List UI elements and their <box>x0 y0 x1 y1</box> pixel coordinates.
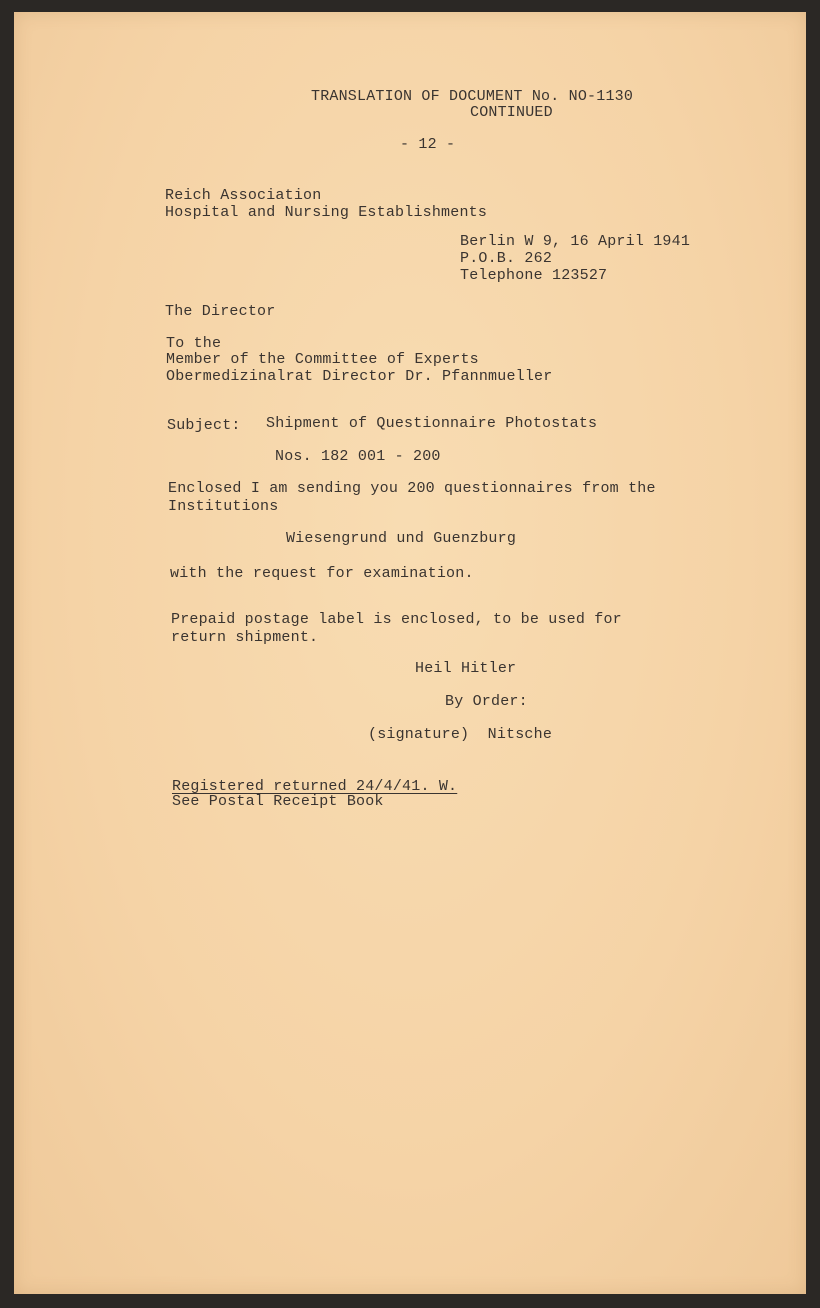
document-subtitle: CONTINUED <box>470 104 553 121</box>
addressee-line-3: Obermedizinalrat Director Dr. Pfannmueller <box>166 368 553 385</box>
sender-line-2: Hospital and Nursing Establishments <box>165 204 488 221</box>
closing-signature: (signature) Nitsche <box>368 726 553 743</box>
place-date: Berlin W 9, 16 April 1941 <box>460 233 691 250</box>
sender-line-1: Reich Association <box>165 187 322 204</box>
body-paragraph-1-line-1: Enclosed I am sending you 200 questionnaires from the <box>168 480 656 497</box>
footer-note-line-2: See Postal Receipt Book <box>172 793 384 810</box>
page-number: - 12 - <box>400 136 456 153</box>
document-title: TRANSLATION OF DOCUMENT No. NO-1130 <box>311 88 634 105</box>
subject-label: Subject: <box>167 417 241 434</box>
from-line: The Director <box>165 303 276 320</box>
closing-salutation: Heil Hitler <box>415 660 517 677</box>
footer-note-line-1: Registered returned 24/4/41. W. <box>172 778 458 795</box>
body-paragraph-1-line-2: Institutions <box>168 498 279 515</box>
body-paragraph-3-line-2: return shipment. <box>171 629 319 646</box>
document-page <box>14 12 806 1294</box>
closing-by-order: By Order: <box>445 693 528 710</box>
telephone: Telephone 123527 <box>460 267 608 284</box>
body-paragraph-3-line-1: Prepaid postage label is enclosed, to be used for <box>171 611 622 628</box>
subject-text: Shipment of Questionnaire Photostats <box>266 415 598 432</box>
po-box: P.O.B. 262 <box>460 250 553 267</box>
addressee-line-2: Member of the Committee of Experts <box>166 351 479 368</box>
institutions-line: Wiesengrund und Guenzburg <box>286 530 517 547</box>
subject-numbers: Nos. 182 001 - 200 <box>275 448 441 465</box>
body-paragraph-2: with the request for examination. <box>170 565 474 582</box>
addressee-line-1: To the <box>166 335 222 352</box>
